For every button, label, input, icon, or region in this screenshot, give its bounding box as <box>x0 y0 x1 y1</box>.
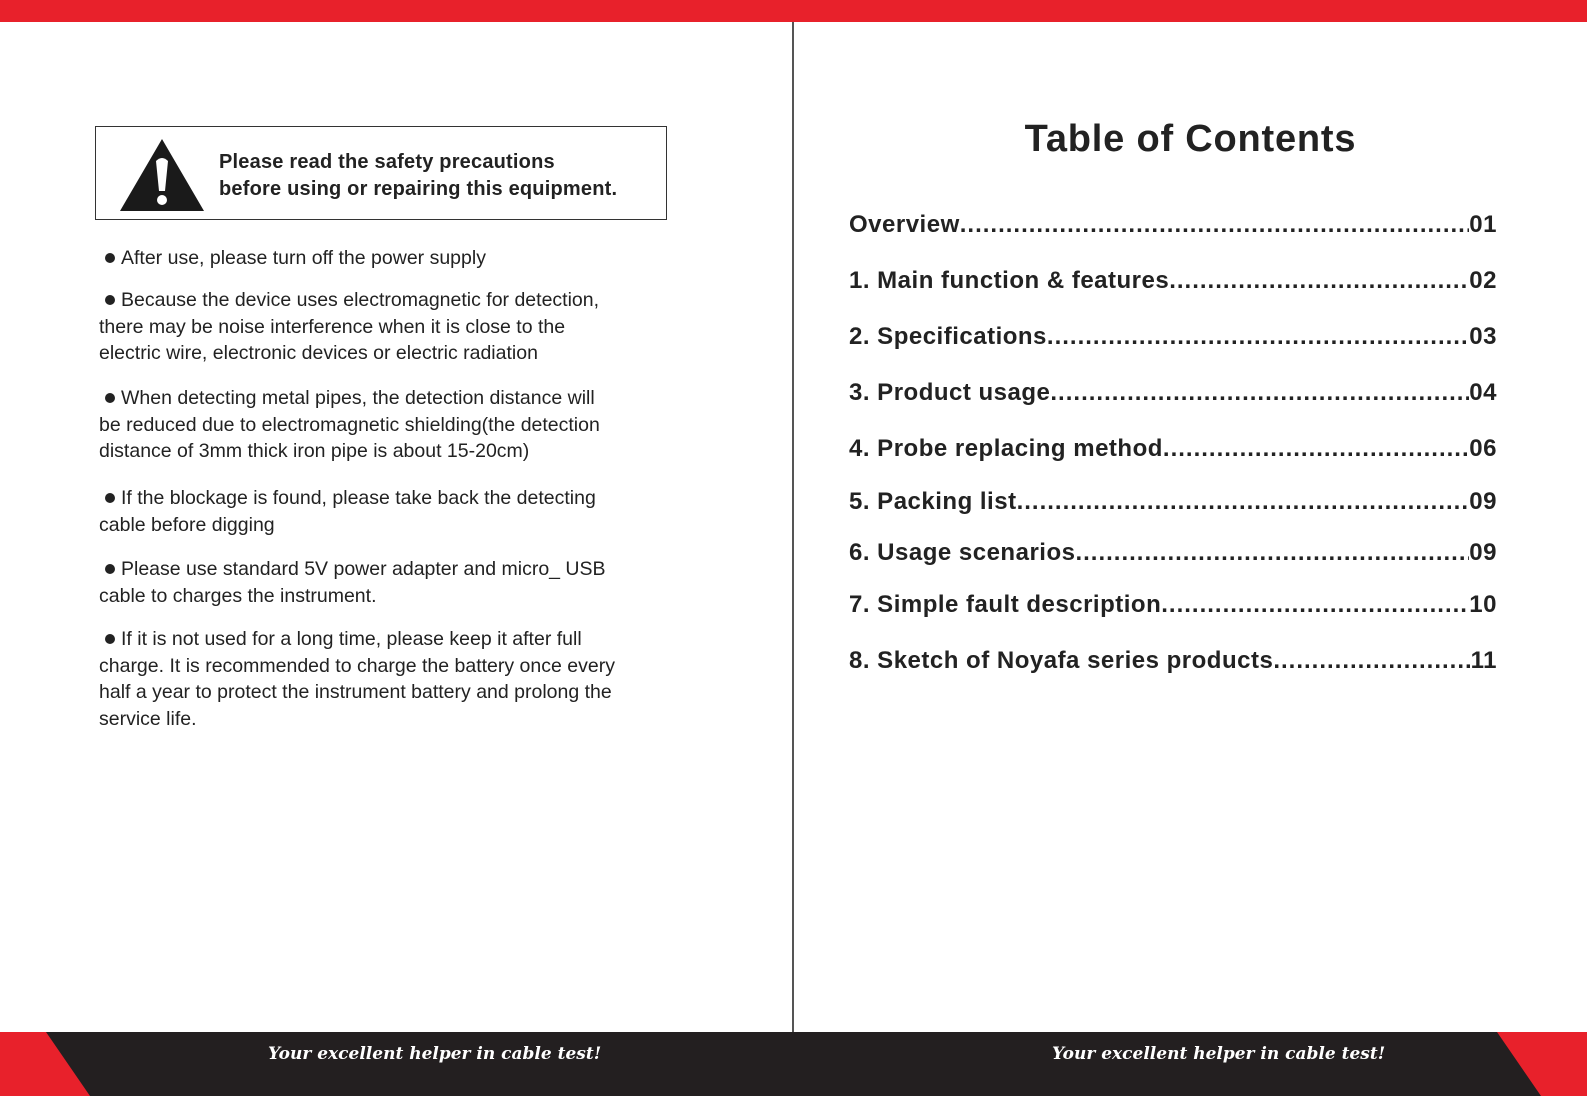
precaution-item: If the blockage is found, please take back the detecting cable before digging <box>99 487 596 536</box>
bullet-icon <box>105 295 115 305</box>
toc-item-overview[interactable]: Overview ..... 01 <box>849 211 1497 239</box>
precaution-item: If it is not used for a long time, please keep it after full charge. It is recommended to charge the battery once every half a year to protect the instrument battery and prolong the service life. <box>99 628 615 730</box>
safety-warning-box <box>95 126 667 220</box>
footer-tagline-right: Your excellent helper in cable test! <box>1052 1044 1386 1064</box>
bullet-icon <box>105 634 115 644</box>
bullet-icon <box>105 493 115 503</box>
warning-triangle-icon <box>118 137 206 213</box>
toc-item-probe-replacing[interactable]: 4. Probe replacing method ..... 06 <box>849 435 1497 463</box>
bullet-icon <box>105 393 115 403</box>
footer-red-accent-left <box>0 1032 90 1096</box>
precaution-item: When detecting metal pipes, the detection distance will be reduced due to electromagnetic shielding(the detection distance of 3mm thick iron pipe is about 15-20cm) <box>99 387 600 462</box>
footer-tagline-left: Your excellent helper in cable test! <box>268 1044 602 1064</box>
toc-item-noyafa-products[interactable]: 8. Sketch of Noyafa series products ..... 11 <box>849 647 1497 675</box>
toc-item-usage-scenarios[interactable]: 6. Usage scenarios ..... 09 <box>849 539 1497 567</box>
precaution-item: After use, please turn off the power supply <box>99 245 699 272</box>
toc-item-product-usage[interactable]: 3. Product usage ..... 04 <box>849 379 1497 407</box>
bullet-icon <box>105 253 115 263</box>
toc-item-main-function[interactable]: 1. Main function & features ..... 02 <box>849 267 1497 295</box>
page-divider <box>792 22 794 1044</box>
toc-item-specifications[interactable]: 2. Specifications ..... 03 <box>849 323 1497 351</box>
warning-line-1: Please read the safety precautions <box>219 151 555 173</box>
safety-warning-text <box>219 149 617 203</box>
bullet-icon <box>105 564 115 574</box>
precaution-item: Please use standard 5V power adapter and micro_ USB cable to charges the instrument. <box>99 558 606 607</box>
warning-line-2: before using or repairing this equipment. <box>219 178 618 200</box>
footer-bar <box>0 1032 1587 1096</box>
footer-red-accent-right <box>1497 1032 1587 1096</box>
toc-item-fault-description[interactable]: 7. Simple fault description ..... 10 <box>849 591 1497 619</box>
toc-title: Table of Contents <box>1024 118 1357 160</box>
precaution-item: Because the device uses electromagnetic for detection, there may be noise interference when it is close to the electric wire, electronic devices or electric radiation <box>99 289 600 364</box>
top-accent-bar <box>0 0 1587 22</box>
toc-item-packing-list[interactable]: 5. Packing list ..... 09 <box>849 488 1497 516</box>
